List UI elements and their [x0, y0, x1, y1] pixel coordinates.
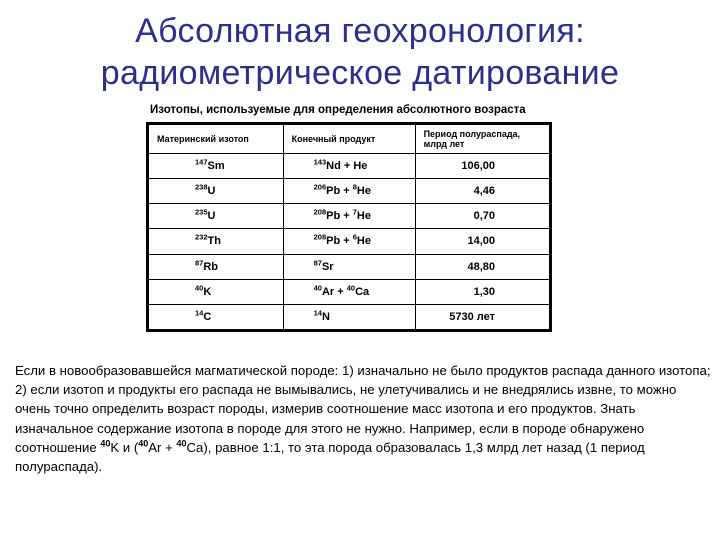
parent-isotope-cell [149, 154, 284, 179]
product2-mass-number: 6 [352, 232, 357, 242]
product2-mass-number: 8 [352, 182, 357, 192]
end-product-cell [283, 279, 415, 304]
product2-mass-number: 40 [346, 283, 356, 293]
half-life-cell: 14,00 [415, 229, 549, 254]
parent-element: K [203, 285, 212, 298]
parent-element: U [207, 210, 216, 223]
product-element: Pb [326, 210, 341, 223]
product2-element: He [356, 210, 371, 223]
slide-title [0, 10, 720, 94]
table-row [149, 229, 550, 254]
product2-element: He [356, 235, 371, 248]
product-separator: + [340, 160, 354, 173]
header-half-life-line1: Период полураспада, [423, 129, 521, 139]
product-separator: + [334, 285, 347, 298]
header-half-life [415, 125, 549, 154]
header-parent-isotope: Материнский изотоп [149, 125, 284, 154]
parent-element: C [203, 310, 212, 323]
paragraph-part2: Ca), равное 1:1, то эта порода образовалась 1,3 млрд лет назад (1 период полураспада). [15, 439, 645, 475]
parent-element: U [207, 185, 216, 198]
table-row [149, 179, 550, 204]
ca-mass-number: 40 [176, 438, 187, 449]
parent-isotope-cell [149, 204, 284, 229]
table-body [149, 154, 550, 330]
parent-mass-number: 235 [195, 207, 208, 217]
half-life-cell: 5730 лет [415, 304, 549, 329]
header-half-life-line2: млрд лет [423, 139, 465, 149]
parent-isotope-cell [149, 229, 284, 254]
product-mass-number: 208 [313, 232, 327, 242]
isotope-table [146, 122, 552, 332]
ar-mass-number: 40 [138, 438, 149, 449]
parent-element: Rb [203, 260, 219, 273]
parent-element: Th [207, 235, 221, 248]
product-mass-number: 206 [313, 182, 327, 192]
k-mass-number: 40 [100, 438, 111, 449]
table-caption: Изотопы, используемые для определения абсолютного возраста [150, 104, 526, 116]
product-element: Nd [326, 160, 341, 173]
end-product-cell [283, 154, 415, 179]
table-row [149, 279, 550, 304]
slide-title-line2: радиометрическое датирование [100, 54, 620, 92]
product-element: N [321, 310, 330, 323]
parent-isotope-cell [149, 279, 284, 304]
product2-mass-number: 7 [352, 207, 357, 217]
parent-mass-number: 40 [195, 283, 204, 293]
half-life-cell: 1,30 [415, 279, 549, 304]
product-element: Pb [326, 235, 341, 248]
product-mass-number: 208 [313, 207, 327, 217]
product-element: Pb [326, 185, 341, 198]
parent-mass-number: 238 [195, 182, 208, 192]
table-row [149, 154, 550, 179]
end-product-cell [283, 229, 415, 254]
parent-mass-number: 147 [195, 157, 208, 167]
header-end-product: Конечный продукт [283, 125, 415, 154]
slide-title-line1: Абсолютная геохронология: [135, 12, 585, 50]
parent-mass-number: 14 [195, 308, 204, 318]
parent-isotope-cell [149, 179, 284, 204]
parent-isotope-cell [149, 304, 284, 329]
paragraph-ar-text: Ar + [148, 439, 177, 455]
table-header-row [149, 125, 550, 154]
parent-isotope-cell [149, 254, 284, 279]
end-product-cell [283, 204, 415, 229]
table-row [149, 254, 550, 279]
product2-element: Ca [355, 285, 370, 298]
product-separator: + [340, 210, 353, 223]
parent-mass-number: 87 [195, 257, 204, 267]
product-mass-number: 87 [313, 257, 322, 267]
product-element: Sr [321, 260, 334, 273]
product-separator: + [340, 235, 353, 248]
half-life-cell: 48,80 [415, 254, 549, 279]
end-product-cell [283, 254, 415, 279]
paragraph-part1: Если в новообразовавшейся магматической породе: 1) изначально не было продуктов распада данного изотопа; 2) если изотоп и продукты его распада не вымывались, не улетучивались и не внедрялись извне, то можно очень точно определить возраст породы, измерив соотношение масс изотопа и его продуктов. Знать изначальное содержание изотопа в породе для этого не нужно. Например, если в породе обнаружено соотношение [15, 363, 711, 455]
end-product-cell [283, 304, 415, 329]
product-mass-number: 143 [313, 157, 327, 167]
product-mass-number: 14 [313, 308, 322, 318]
half-life-cell: 4,46 [415, 179, 549, 204]
product2-element: He [356, 185, 371, 198]
half-life-cell: 0,70 [415, 204, 549, 229]
product-element: Ar [321, 285, 335, 298]
table-row [149, 204, 550, 229]
parent-element: Sm [207, 160, 225, 173]
table-row [149, 304, 550, 329]
end-product-cell [283, 179, 415, 204]
explanation-paragraph [15, 361, 715, 476]
product2-element: He [353, 160, 368, 173]
paragraph-k-text: K и ( [110, 439, 139, 455]
product-mass-number: 40 [313, 283, 322, 293]
parent-mass-number: 232 [195, 232, 208, 242]
product-separator: + [340, 185, 353, 198]
half-life-cell: 106,00 [415, 154, 549, 179]
